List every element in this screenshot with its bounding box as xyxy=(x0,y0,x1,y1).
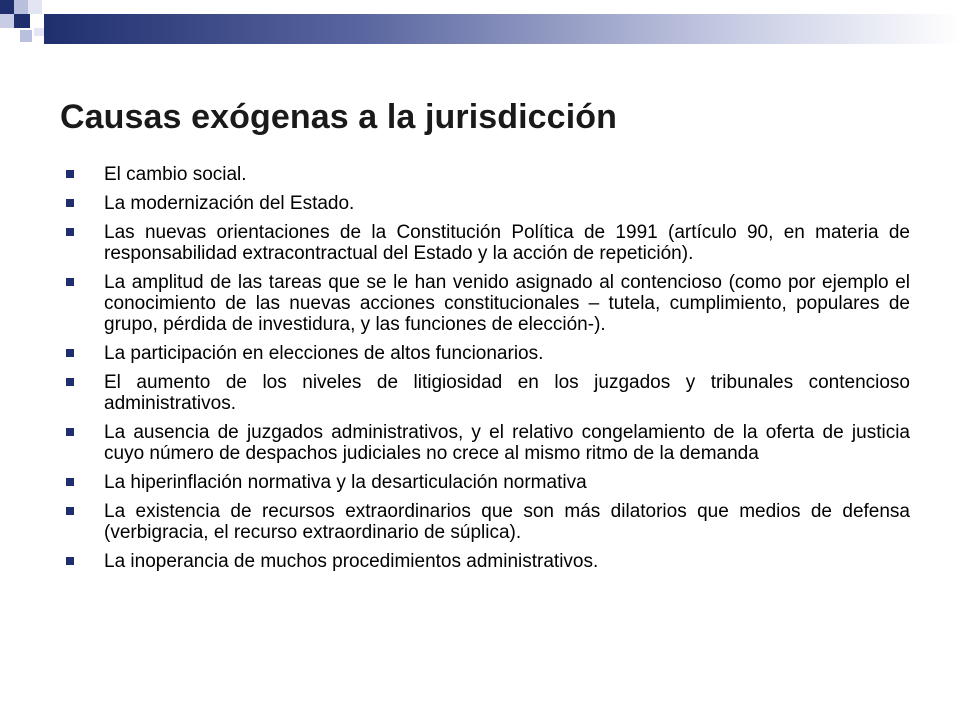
bullet-text: La ausencia de juzgados administrativos, y el relativo congelamiento de la oferta de justicia cuyo número de despachos judiciales no crece al mismo ritmo de la demanda xyxy=(104,422,910,464)
header-square xyxy=(28,0,42,14)
header-square xyxy=(14,0,28,14)
bullet-square-icon xyxy=(66,507,74,515)
header-square xyxy=(14,14,30,28)
header-square xyxy=(0,0,14,14)
bullet-square-icon xyxy=(66,170,74,178)
bullet-item xyxy=(66,343,910,364)
bullet-item xyxy=(66,472,910,493)
bullet-square-icon xyxy=(66,199,74,207)
bullet-text: Las nuevas orientaciones de la Constitución Política de 1991 (artículo 90, en materia de responsabilidad extracontractual del Estado y la acción de repetición). xyxy=(104,222,910,264)
bullet-text: La inoperancia de muchos procedimientos administrativos. xyxy=(104,551,599,572)
bullet-text: La modernización del Estado. xyxy=(104,193,355,214)
bullet-item xyxy=(66,193,910,214)
bullet-text: La hiperinflación normativa y la desarticulación normativa xyxy=(104,472,587,493)
bullet-item xyxy=(66,272,910,335)
bullet-square-icon xyxy=(66,349,74,357)
header-gradient-band xyxy=(44,14,960,44)
bullet-text: La amplitud de las tareas que se le han venido asignado al contencioso (como por ejemplo el conocimiento de las nuevas acciones constitucionales – tutela, cumplimiento, populares de grupo, pérdida de investidura, y las funciones de elección-). xyxy=(104,272,910,335)
bullet-text: La existencia de recursos extraordinarios que son más dilatorios que medios de defensa (verbigracia, el recurso extraordinario de súplica). xyxy=(104,501,910,543)
bullet-square-icon xyxy=(66,557,74,565)
bullet-item xyxy=(66,422,910,464)
bullet-text: El aumento de los niveles de litigiosidad en los juzgados y tribunales contencioso administrativos. xyxy=(104,372,910,414)
bullet-list xyxy=(66,164,910,580)
bullet-item xyxy=(66,164,910,185)
bullet-square-icon xyxy=(66,478,74,486)
header-square xyxy=(34,28,44,36)
bullet-item xyxy=(66,372,910,414)
bullet-square-icon xyxy=(66,428,74,436)
bullet-item xyxy=(66,501,910,543)
bullet-text: El cambio social. xyxy=(104,164,247,185)
header-square xyxy=(0,14,14,28)
slide-title: Causas exógenas a la jurisdicción xyxy=(60,98,617,136)
bullet-square-icon xyxy=(66,278,74,286)
header-square xyxy=(20,30,32,42)
bullet-square-icon xyxy=(66,378,74,386)
bullet-text: La participación en elecciones de altos funcionarios. xyxy=(104,343,544,364)
bullet-square-icon xyxy=(66,228,74,236)
bullet-item xyxy=(66,551,910,572)
bullet-item xyxy=(66,222,910,264)
